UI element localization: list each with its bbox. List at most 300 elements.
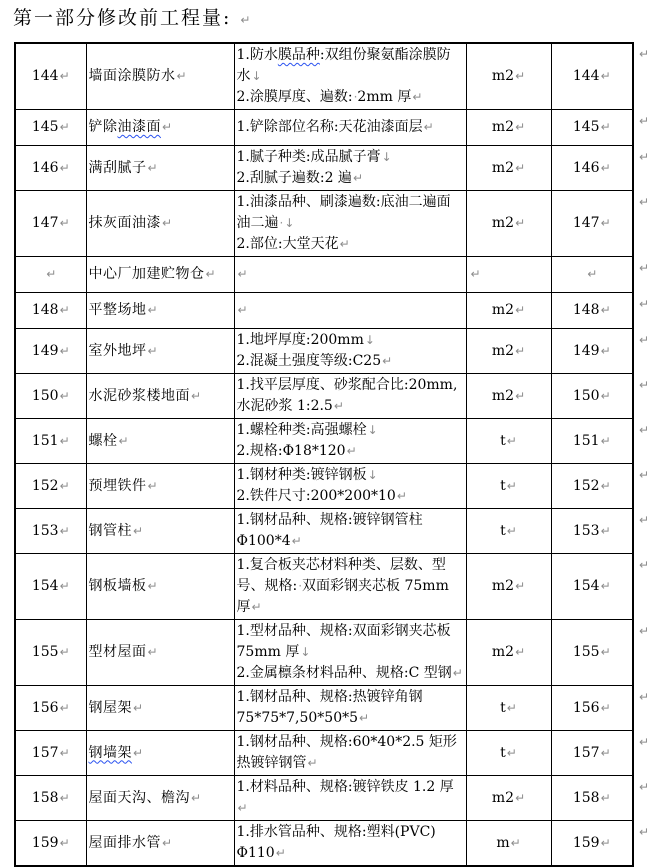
paragraph-mark: ↵ <box>515 160 526 175</box>
cell-text: t <box>500 477 506 494</box>
item-name-cell[interactable] <box>86 191 234 257</box>
paragraph-mark: ↵ <box>600 700 611 715</box>
paragraph-mark: ↵ <box>59 120 70 134</box>
cell-text: 150 <box>572 387 600 404</box>
paragraph-mark: ↵ <box>600 579 611 593</box>
spellcheck-wavy-text: 油漆面 <box>117 119 161 135</box>
paragraph-mark: ↵ <box>600 645 611 659</box>
soft-return-mark: ↓ <box>364 333 375 347</box>
item-no-cell[interactable] <box>15 257 86 293</box>
item-desc-cell[interactable] <box>234 554 466 620</box>
item-no-cell[interactable] <box>15 776 86 821</box>
paragraph-mark: ↵ <box>291 534 302 548</box>
cell-text: 双面彩钢夹芯板 75mm 厚 <box>236 578 449 615</box>
paragraph-mark: ↵ <box>515 216 526 230</box>
row-end-mark: ↵ <box>639 47 650 61</box>
paragraph-mark: ↵ <box>59 645 70 659</box>
table-row <box>15 329 633 374</box>
row-end-mark: ↵ <box>639 689 650 704</box>
space-format-mark: · <box>353 90 358 104</box>
cell-text: 159 <box>572 834 600 851</box>
paragraph-mark: ↵ <box>333 399 344 413</box>
page-title[interactable] <box>13 3 250 30</box>
unit-cell[interactable] <box>466 257 551 293</box>
paragraph-mark: ↵ <box>359 711 370 725</box>
item-desc-cell[interactable] <box>234 374 466 419</box>
cell-text: 146 <box>572 159 600 176</box>
row-end-mark: ↵ <box>639 422 650 437</box>
item-no-repeat-cell[interactable] <box>551 110 633 146</box>
paragraph-mark: ↵ <box>506 478 517 493</box>
item-no-cell[interactable] <box>15 374 86 419</box>
cell-text: 2.铁件尺寸:200*200*10 <box>236 488 396 504</box>
item-desc-cell[interactable] <box>234 620 466 686</box>
paragraph-mark: ↵ <box>59 69 70 83</box>
paragraph-mark: ↵ <box>59 303 70 317</box>
table-row <box>15 821 633 867</box>
paragraph-mark: ↵ <box>396 489 407 503</box>
unit-cell[interactable] <box>466 146 551 191</box>
unit-cell[interactable] <box>466 731 551 776</box>
row-end-mark: ↵ <box>639 260 650 275</box>
desc-line <box>237 234 464 255</box>
cell-text: 150 <box>31 387 59 404</box>
paragraph-mark: ↵ <box>59 835 70 850</box>
desc-line <box>237 687 464 729</box>
unit-cell[interactable] <box>466 329 551 374</box>
paragraph-mark: ↵ <box>59 343 70 358</box>
cell-text: 1.地坪厚度:200mm <box>236 332 364 348</box>
cell-text: 1.钢材品种、规格:60*40*2.5 矩形热镀锌钢管 <box>236 734 457 771</box>
cell-text: 158 <box>572 789 600 806</box>
spellcheck-wavy-text: 钢墙架 <box>88 744 132 761</box>
cell-text: 室外地坪 <box>88 342 147 359</box>
cell-text: 149 <box>572 342 600 359</box>
cell-text: 1.螺栓种类:高强螺栓 <box>236 422 367 438</box>
paragraph-mark: ↵ <box>515 303 526 317</box>
item-desc-cell[interactable] <box>234 257 466 293</box>
cell-text: m <box>496 834 510 851</box>
paragraph-mark: ↵ <box>587 267 598 281</box>
paragraph-mark: ↵ <box>600 523 611 538</box>
cell-text: 水泥砂浆楼地面 <box>88 387 190 404</box>
cell-text: m2 <box>491 387 515 404</box>
unit-cell[interactable] <box>466 43 551 110</box>
cell-text: t <box>500 522 506 539</box>
cell-text: 153 <box>572 522 600 539</box>
item-no-repeat-cell[interactable] <box>551 554 633 620</box>
item-name-cell[interactable] <box>86 257 234 293</box>
row-end-mark: ↵ <box>639 779 650 794</box>
soft-return-mark: ↓ <box>300 645 311 659</box>
paragraph-mark: ↵ <box>600 216 611 230</box>
item-no-cell[interactable] <box>15 554 86 620</box>
item-no-repeat-cell[interactable] <box>551 776 633 821</box>
paragraph-mark: ↵ <box>515 69 526 83</box>
desc-line <box>237 264 464 285</box>
unit-cell[interactable] <box>466 464 551 509</box>
paragraph-mark: ↵ <box>59 160 70 175</box>
soft-return-mark: ↓ <box>367 468 378 482</box>
unit-cell[interactable] <box>466 419 551 464</box>
paragraph-mark: ↵ <box>506 523 517 538</box>
item-no-cell[interactable] <box>15 821 86 867</box>
row-end-mark: ↵ <box>639 623 650 638</box>
paragraph-mark: ↵ <box>515 579 526 593</box>
paragraph-mark: ↵ <box>59 745 70 760</box>
item-name-cell[interactable] <box>86 509 234 554</box>
item-no-repeat-cell[interactable] <box>551 257 633 293</box>
cell-text: 153 <box>31 522 59 539</box>
unit-cell[interactable] <box>466 821 551 867</box>
soft-return-mark: ↓ <box>367 423 378 437</box>
unit-cell[interactable] <box>466 686 551 731</box>
desc-line <box>237 732 464 774</box>
paragraph-mark: ↵ <box>240 13 251 27</box>
paragraph-mark: ↵ <box>600 303 611 317</box>
row-end-mark: ↵ <box>639 332 650 347</box>
paragraph-mark: ↵ <box>515 645 526 659</box>
cell-text: 155 <box>572 644 600 660</box>
paragraph-mark: ↵ <box>600 433 611 448</box>
paragraph-mark: ↵ <box>423 120 434 134</box>
desc-line <box>237 486 464 507</box>
paragraph-mark: ↵ <box>176 69 188 83</box>
cell-text: 154 <box>31 578 59 594</box>
item-no-repeat-cell[interactable] <box>551 731 633 776</box>
cell-text: 2.涂膜厚度、遍数: <box>236 89 353 105</box>
cell-text: :双组份聚氨酯涂膜防水 <box>236 47 451 84</box>
table-row <box>15 509 633 554</box>
item-no-repeat-cell[interactable] <box>551 419 633 464</box>
paragraph-mark: ↵ <box>59 579 70 593</box>
item-no-repeat-cell[interactable] <box>551 293 633 329</box>
item-no-repeat-cell[interactable] <box>551 464 633 509</box>
cell-text: m2 <box>491 789 515 806</box>
table-row <box>15 464 633 509</box>
cell-text: 铲除 <box>88 119 118 135</box>
desc-line <box>237 168 464 189</box>
cell-text: 147 <box>572 215 600 231</box>
quantities-table-body <box>15 43 633 866</box>
paragraph-mark: ↵ <box>600 120 611 134</box>
row-end-mark: ↵ <box>639 557 650 572</box>
unit-cell[interactable] <box>466 293 551 329</box>
row-end-mark: ↵ <box>639 467 650 482</box>
item-name-cell[interactable] <box>86 554 234 620</box>
unit-cell[interactable] <box>466 776 551 821</box>
paragraph-mark: ↵ <box>133 523 144 538</box>
row-end-mark: ↵ <box>639 113 650 128</box>
unit-cell[interactable] <box>466 509 551 554</box>
item-desc-cell[interactable] <box>234 821 466 867</box>
page-title-text: 第一部分修改前工程量: <box>13 7 232 29</box>
item-name-cell[interactable] <box>86 329 234 374</box>
cell-text: 157 <box>31 744 59 761</box>
cell-text: t <box>500 699 506 716</box>
item-no-cell[interactable] <box>15 146 86 191</box>
cell-text: m2 <box>491 342 515 359</box>
cell-text: 147 <box>31 215 59 231</box>
desc-line <box>237 45 464 87</box>
paragraph-mark: ↵ <box>506 433 517 448</box>
table-row <box>15 554 633 620</box>
desc-line <box>237 555 464 618</box>
cell-text: t <box>500 744 506 761</box>
paragraph-mark: ↵ <box>237 801 248 815</box>
cell-text: t <box>500 432 506 449</box>
paragraph-mark: ↵ <box>59 433 70 448</box>
paragraph-mark: ↵ <box>515 343 526 358</box>
paragraph-mark: ↵ <box>237 267 248 281</box>
paragraph-mark: ↵ <box>133 745 144 760</box>
cell-text: 屋面天沟、檐沟 <box>88 789 190 806</box>
cell-text: 满刮腻子 <box>88 159 147 176</box>
paragraph-mark: ↵ <box>205 267 217 281</box>
desc-line <box>237 117 464 138</box>
paragraph-mark: ↵ <box>118 433 130 448</box>
desc-line <box>237 420 464 441</box>
cell-text: 158 <box>31 789 59 806</box>
paragraph-mark: ↵ <box>162 120 173 134</box>
item-desc-cell[interactable] <box>234 464 466 509</box>
item-no-cell[interactable] <box>15 620 86 686</box>
cell-text: 1.型材品种、规格:双面彩钢夹芯板 75mm 厚 <box>236 623 451 660</box>
cell-text: 2mm 厚 <box>357 89 412 105</box>
paragraph-mark: ↵ <box>382 354 393 368</box>
desc-line <box>237 663 464 684</box>
paragraph-mark: ↵ <box>275 846 286 860</box>
item-name-cell[interactable] <box>86 821 234 867</box>
item-name-cell[interactable] <box>86 293 234 329</box>
desc-line <box>237 147 464 168</box>
desc-line <box>237 777 464 819</box>
item-name-cell[interactable] <box>86 731 234 776</box>
cell-text: 1.复合板夹芯材料种类、层数、型号、规格: <box>236 557 446 594</box>
row-end-mark: ↵ <box>639 296 650 311</box>
item-name-cell[interactable] <box>86 146 234 191</box>
cell-text: 中心厂加建贮物仓 <box>88 266 205 282</box>
paragraph-mark: ↵ <box>59 388 70 403</box>
table-row <box>15 43 633 110</box>
spellcheck-wavy-text: 膜品种 <box>277 47 320 63</box>
item-no-cell[interactable] <box>15 110 86 146</box>
item-desc-cell[interactable] <box>234 110 466 146</box>
item-desc-cell[interactable] <box>234 43 466 110</box>
paragraph-mark: ↵ <box>59 523 70 538</box>
item-no-cell[interactable] <box>15 419 86 464</box>
paragraph-mark: ↵ <box>515 120 526 134</box>
paragraph-mark: ↵ <box>307 756 318 770</box>
paragraph-mark: ↵ <box>510 835 521 850</box>
paragraph-mark: ↵ <box>600 478 611 493</box>
item-no-cell[interactable] <box>15 293 86 329</box>
row-end-mark: ↵ <box>639 194 650 209</box>
item-no-repeat-cell[interactable] <box>551 43 633 110</box>
paragraph-mark: ↵ <box>133 700 144 715</box>
cell-text: 144 <box>31 68 59 84</box>
desc-line <box>237 192 464 234</box>
section-header-row <box>15 257 633 293</box>
quantities-table <box>14 42 634 867</box>
cell-text: 1.材料品种、规格:镀锌铁皮 1.2 厚 <box>236 779 454 795</box>
cell-text: 1.排水管品种、规格:塑料(PVC) Φ110 <box>236 824 436 861</box>
table-row <box>15 110 633 146</box>
item-no-cell[interactable] <box>15 191 86 257</box>
cell-text: m2 <box>491 644 515 660</box>
unit-cell[interactable] <box>466 554 551 620</box>
item-no-cell[interactable] <box>15 686 86 731</box>
cell-text: 钢板墙板 <box>88 578 147 594</box>
paragraph-mark: ↵ <box>452 666 463 680</box>
desc-line <box>237 510 464 552</box>
item-name-cell[interactable] <box>86 110 234 146</box>
paragraph-mark: ↵ <box>162 835 173 850</box>
cell-text: m2 <box>491 578 515 594</box>
paragraph-mark: ↵ <box>59 216 70 230</box>
paragraph-mark: ↵ <box>147 645 159 659</box>
item-no-repeat-cell[interactable] <box>551 191 633 257</box>
soft-return-mark: ↓ <box>284 216 295 230</box>
cell-text: 1.腻子种类:成品腻子膏 <box>236 149 381 165</box>
paragraph-mark: ↵ <box>600 160 611 175</box>
paragraph-mark: ↵ <box>237 303 248 317</box>
cell-text: m2 <box>491 68 515 84</box>
desc-line <box>237 822 464 864</box>
paragraph-mark: ↵ <box>600 835 611 850</box>
item-no-repeat-cell[interactable] <box>551 509 633 554</box>
cell-text: 152 <box>31 477 59 494</box>
cell-text: 146 <box>31 159 59 176</box>
cell-text: 159 <box>31 834 59 851</box>
item-no-repeat-cell[interactable] <box>551 620 633 686</box>
paragraph-mark: ↵ <box>147 303 159 317</box>
cell-text: 156 <box>572 699 600 716</box>
cell-text: 2.金属檩条材料品种、规格:C 型钢 <box>236 665 452 681</box>
item-name-cell[interactable] <box>86 686 234 731</box>
row-end-mark: ↵ <box>639 734 650 749</box>
cell-text: 螺栓 <box>88 432 118 449</box>
paragraph-mark: ↵ <box>600 69 611 83</box>
paragraph-mark: ↵ <box>352 171 363 185</box>
paragraph-mark: ↵ <box>191 790 202 805</box>
desc-line <box>237 351 464 372</box>
item-desc-cell[interactable] <box>234 776 466 821</box>
cell-text: 平整场地 <box>88 302 147 318</box>
item-desc-cell[interactable] <box>234 146 466 191</box>
item-desc-cell[interactable] <box>234 686 466 731</box>
item-no-cell[interactable] <box>15 464 86 509</box>
cell-text: 型材屋面 <box>88 644 147 660</box>
item-name-cell[interactable] <box>86 43 234 110</box>
item-desc-cell[interactable] <box>234 731 466 776</box>
table-row <box>15 686 633 731</box>
unit-cell[interactable] <box>466 620 551 686</box>
desc-line <box>237 465 464 486</box>
soft-return-mark: ↓ <box>381 150 392 164</box>
paragraph-mark: ↵ <box>515 790 526 805</box>
space-format-mark: · <box>298 579 303 593</box>
cell-text: 151 <box>31 432 59 449</box>
paragraph-mark: ↵ <box>46 267 57 281</box>
paragraph-mark: ↵ <box>147 160 159 175</box>
cell-text: 1.钢材品种、规格:热镀锌角钢 75*75*7,50*50*5 <box>236 689 423 726</box>
table-row <box>15 776 633 821</box>
item-no-repeat-cell[interactable] <box>551 146 633 191</box>
cell-text: 145 <box>572 119 600 135</box>
row-end-mark: ↵ <box>639 824 650 839</box>
item-no-cell[interactable] <box>15 329 86 374</box>
paragraph-mark: ↵ <box>162 216 173 230</box>
item-name-cell[interactable] <box>86 620 234 686</box>
cell-text: m2 <box>491 302 515 318</box>
cell-text: 152 <box>572 477 600 494</box>
cell-text: 157 <box>572 744 600 761</box>
cell-text: 148 <box>31 302 59 318</box>
cell-text: 155 <box>31 644 59 660</box>
cell-text: 钢屋架 <box>88 699 132 716</box>
table-row <box>15 731 633 776</box>
item-desc-cell[interactable] <box>234 293 466 329</box>
unit-cell[interactable] <box>466 110 551 146</box>
item-name-cell[interactable] <box>86 776 234 821</box>
item-no-cell[interactable] <box>15 509 86 554</box>
paragraph-mark: ↵ <box>191 388 202 403</box>
paragraph-mark: ↵ <box>600 745 611 760</box>
cell-text: 151 <box>572 432 600 449</box>
cell-text: m2 <box>491 119 515 135</box>
item-no-repeat-cell[interactable] <box>551 374 633 419</box>
cell-text: 2.混凝土强度等级:C25 <box>236 353 382 369</box>
item-no-repeat-cell[interactable] <box>551 329 633 374</box>
item-no-repeat-cell[interactable] <box>551 821 633 867</box>
row-end-mark: ↵ <box>639 512 650 527</box>
cell-text: 1.铲除部位名称:天花油漆面层 <box>236 119 423 135</box>
unit-cell[interactable] <box>466 191 551 257</box>
cell-text: 145 <box>31 119 59 135</box>
cell-text: 屋面排水管 <box>88 834 161 851</box>
cell-text: 2.刮腻子遍数:2 遍 <box>236 170 352 186</box>
unit-cell[interactable] <box>466 374 551 419</box>
item-desc-cell[interactable] <box>234 191 466 257</box>
cell-text: 2.规格:Φ18*120 <box>236 443 346 459</box>
item-no-repeat-cell[interactable] <box>551 686 633 731</box>
item-desc-cell[interactable] <box>234 329 466 374</box>
item-name-cell[interactable] <box>86 464 234 509</box>
item-desc-cell[interactable] <box>234 509 466 554</box>
paragraph-mark: ↵ <box>600 388 611 403</box>
item-name-cell[interactable] <box>86 374 234 419</box>
cell-text: 154 <box>572 578 600 594</box>
cell-text: 1.油漆品种、刷漆遍数:底油二遍面油二遍 <box>236 194 451 231</box>
paragraph-mark: ↵ <box>515 388 526 403</box>
paragraph-mark: ↵ <box>346 444 357 458</box>
paragraph-mark: ↵ <box>251 600 262 614</box>
table-row <box>15 419 633 464</box>
paragraph-mark: ↵ <box>339 237 350 251</box>
item-name-cell[interactable] <box>86 419 234 464</box>
item-no-cell[interactable] <box>15 43 86 110</box>
space-format-mark: · <box>279 216 284 230</box>
cell-text: 2.部位:大堂天花 <box>236 236 339 252</box>
paragraph-mark: ↵ <box>59 790 70 805</box>
item-no-cell[interactable] <box>15 731 86 776</box>
item-desc-cell[interactable] <box>234 419 466 464</box>
desc-line <box>237 330 464 351</box>
desc-line <box>237 375 464 417</box>
cell-text: 1.钢材品种、规格:镀锌钢管柱Φ100*4 <box>236 512 423 549</box>
cell-text: 148 <box>572 302 600 318</box>
